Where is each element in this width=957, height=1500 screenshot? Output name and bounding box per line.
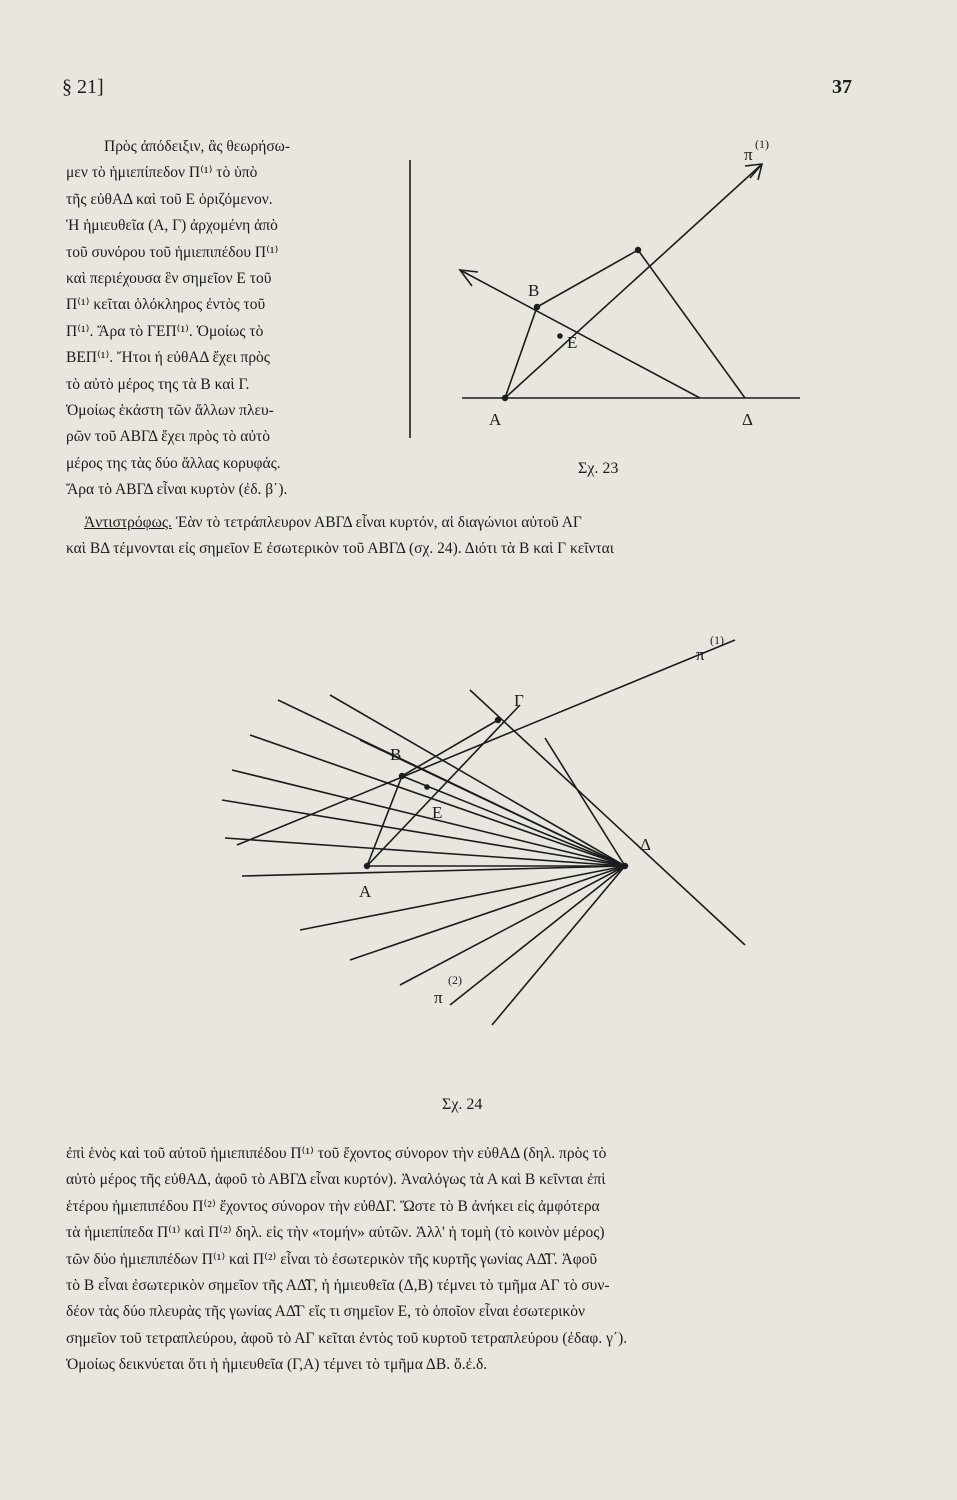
fig24-label-pi1: π [696, 645, 705, 664]
fig24-label-pi1-sup: (1) [710, 633, 724, 647]
converse-heading: Ἀντιστρόφως. [84, 514, 172, 531]
fig24-point-D [622, 863, 628, 869]
fig24-ray [222, 800, 625, 866]
fig24-ray [450, 866, 625, 1005]
text-line: μεν τὸ ἡμιεπίπεδον Π⁽¹⁾ τὸ ὑπὸ [66, 164, 258, 182]
text-line: Ἄρα τὸ ΑΒΓΔ εἶναι κυρτὸν (ἐδ. β΄). [66, 481, 288, 499]
fig24-line-GD-extended [470, 690, 745, 945]
text-line: Π⁽¹⁾. Ἄρα τὸ ΓΕΠ⁽¹⁾. Ὁμοίως τὸ [66, 322, 264, 340]
text-line: ΒΕΠ⁽¹⁾. Ἤτοι ἡ εὐθΑΔ ἔχει πρὸς [66, 349, 270, 367]
figure-24-caption: Σχ. 24 [442, 1096, 483, 1113]
text-line: τὸ αὐτὸ μέρος της τὰ Β καὶ Γ. [66, 375, 250, 393]
text-line: Πρὸς ἀπόδειξιν, ἂς θεωρήσω- [104, 138, 291, 155]
text-line: σημεῖον τοῦ τετραπλεύρου, ἀφοῦ τὸ ΑΓ κεῖται ἐντὸς τοῦ κυρτοῦ τετραπλεύρου (ἐδαφ. γ΄). [66, 1329, 628, 1347]
text-line: τοῦ συνόρου τοῦ ἡμιεπιπέδου Π⁽¹⁾ [66, 243, 279, 261]
text-line: Ἡ ἡμιευθεῖα (Α, Γ) ἀρχομένη ἀπὸ [66, 217, 278, 235]
fig24-label-D: Δ [640, 835, 651, 854]
fig23-label-pi1-sup: (1) [755, 137, 769, 151]
text-line: αὐτὸ μέρος τῆς εὐθΑΔ, ἀφοῦ τὸ ΑΒΓΔ εἶναι κυρτόν). Ἀναλόγως τὰ Α καὶ Β κεῖνται ἐπὶ [66, 1171, 606, 1189]
fig23-label-D: Δ [742, 410, 753, 429]
fig24-ray [300, 866, 625, 930]
fig24-label-pi2: π [434, 988, 443, 1007]
text-line: τῆς εὐθΑΔ καὶ τοῦ Ε ὁριζόμενον. [66, 190, 273, 208]
text-line: τῶν δύο ἡμιεπιπέδων Π⁽¹⁾ καὶ Π⁽²⁾ εἶναι τὸ ἐσωτερικὸν τῆς κυρτῆς γωνίας ΑΔ̂Γ. Ἀφοῦ [66, 1250, 598, 1268]
text-line: ἑτέρου ἡμιεπιπέδου Π⁽²⁾ ἔχοντος σύνορον τὴν εὐθΔΓ. Ὥστε τὸ Β ἀνήκει εἰς ἀμφότερα [66, 1197, 600, 1215]
text-line: καὶ περιέχουσα ἓν σημεῖον Ε τοῦ [66, 270, 272, 288]
fig24-label-E: Ε [432, 803, 443, 822]
text-line: δέον τὰς δύο πλευρὰς τῆς γωνίας ΑΔ̂Γ εἴς τι σημεῖον Ε, τὸ ὁποῖον εἶναι ἐσωτερικὸν [66, 1303, 586, 1321]
fig23-label-E: Ε [567, 333, 578, 352]
fig24-label-G: Γ [514, 691, 524, 710]
fig24-point-G [495, 717, 501, 723]
text-line: ρῶν τοῦ ΑΒΓΔ ἔχει πρὸς τὸ αὐτὸ [66, 428, 271, 446]
page-number: 37 [832, 76, 852, 98]
text-line: μέρος της τὰς δύο ἄλλας κορυφάς. [66, 454, 281, 472]
converse-line1-rest: Ἐὰν τὸ τετράπλευρον ΑΒΓΔ εἶναι κυρτόν, αἱ διαγώνιοι αὐτοῦ ΑΓ [171, 514, 582, 531]
figure-23-caption: Σχ. 23 [578, 460, 619, 477]
fig23-label-B: Β [528, 281, 540, 300]
fig24-point-B [399, 773, 405, 779]
text-line: τὸ Β εἶναι ἐσωτερικὸν σημεῖον τῆς ΑΔ̂Γ, ἡ ἡμιευθεῖα (Δ,Β) τέμνει τὸ τμῆμα ΑΓ τὸ συν- [66, 1277, 610, 1295]
fig23-label-pi1: π [744, 145, 753, 164]
fig24-ray [350, 866, 625, 960]
section-header: § 21] [62, 76, 104, 98]
text-line: ἐπὶ ἑνὸς καὶ τοῦ αὐτοῦ ἡμιεπιπέδου Π⁽¹⁾ τοῦ ἔχοντος σύνορον τὴν εὐθΑΔ (δηλ. πρὸς τὸ [66, 1145, 607, 1162]
fig24-label-A: Α [359, 882, 372, 901]
fig24-ray [242, 866, 625, 876]
fig24-point-A [364, 863, 370, 869]
text-line: καὶ ΒΔ τέμνονται εἰς σημεῖον Ε ἐσωτερικὸν τοῦ ΑΒΓΔ (σχ. 24). Διότι τὰ Β καὶ Γ κεῖνται [66, 540, 614, 558]
paragraph-continuation [66, 1141, 866, 1379]
text-line: τὰ ἡμιεπίπεδα Π⁽¹⁾ καὶ Π⁽²⁾ δηλ. εἰς τὴν «τομήν» αὐτῶν. Ἀλλ' ἡ τομὴ (τὸ κοινὸν μέρος) [66, 1224, 605, 1242]
fig23-label-A: Α [489, 410, 502, 429]
text-line: Π⁽¹⁾ κεῖται ὁλόκληρος ἐντὸς τοῦ [66, 296, 266, 314]
fig24-point-E [424, 784, 430, 790]
fig24-label-B: Β [390, 745, 402, 764]
fig24-ray [492, 866, 625, 1025]
fig24-label-pi2-sup: (2) [448, 973, 462, 987]
fig24-ray [330, 695, 625, 866]
fig24-ray [400, 866, 625, 985]
text-line: Ὁμοίως ἑκάστη τῶν ἄλλων πλευ- [66, 402, 274, 420]
text-line: Ὁμοίως δεικνύεται ὅτι ἡ ἡμιευθεῖα (Γ,Α) τέμνει τὸ τμῆμα ΔΒ. ὅ.ἐ.δ. [66, 1356, 488, 1374]
